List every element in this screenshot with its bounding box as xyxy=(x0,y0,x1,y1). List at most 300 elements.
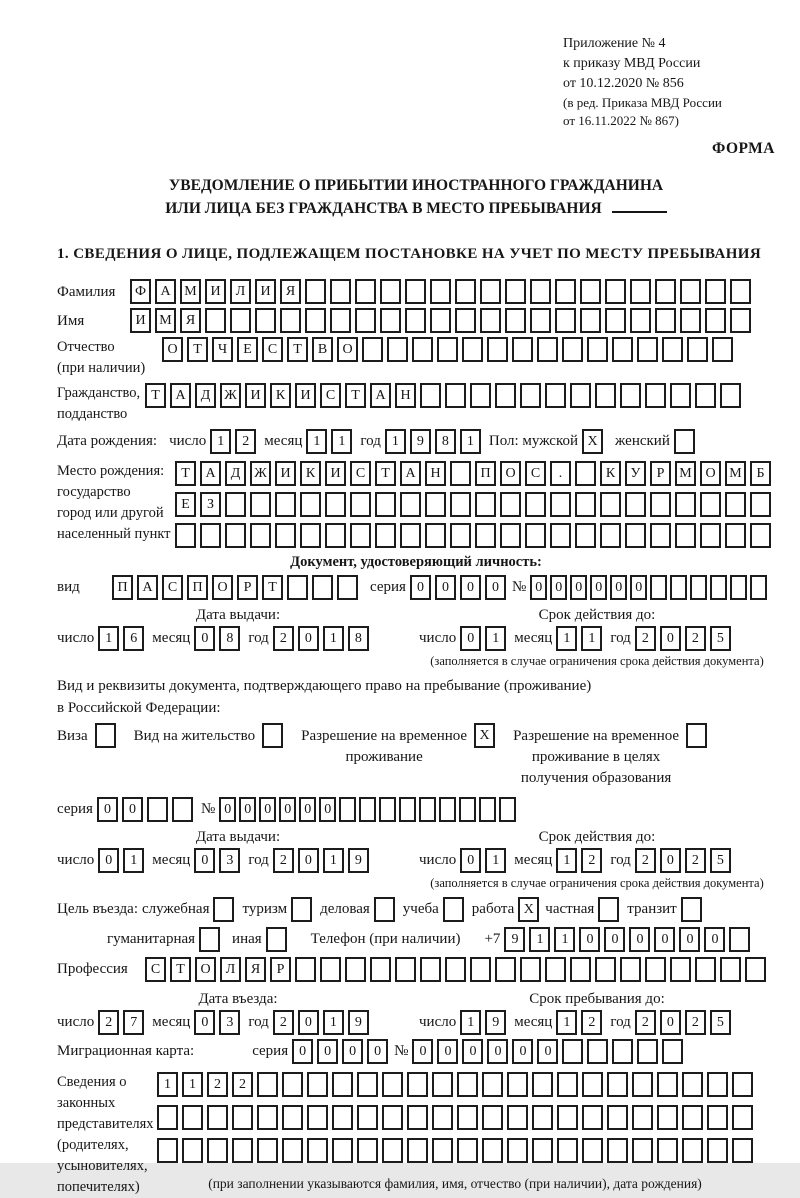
char-box[interactable] xyxy=(587,337,608,362)
char-box[interactable] xyxy=(432,1138,453,1163)
char-box[interactable] xyxy=(350,492,371,517)
char-box[interactable]: Е xyxy=(175,492,196,517)
char-box[interactable]: Я xyxy=(245,957,266,982)
char-box[interactable] xyxy=(405,308,426,333)
char-box[interactable]: 0 xyxy=(630,575,647,600)
char-box[interactable] xyxy=(359,797,376,822)
char-box[interactable]: О xyxy=(337,337,358,362)
char-box[interactable]: Д xyxy=(225,461,246,486)
char-box[interactable] xyxy=(412,337,433,362)
char-box[interactable] xyxy=(307,1138,328,1163)
char-box[interactable]: 0 xyxy=(610,575,627,600)
char-box[interactable] xyxy=(680,279,701,304)
char-box[interactable] xyxy=(582,1072,603,1097)
char-box[interactable] xyxy=(530,279,551,304)
char-box[interactable]: X xyxy=(518,897,539,922)
char-box[interactable] xyxy=(291,897,312,922)
char-box[interactable]: 0 xyxy=(437,1039,458,1064)
char-box[interactable] xyxy=(532,1105,553,1130)
char-box[interactable] xyxy=(337,575,358,600)
char-box[interactable]: 0 xyxy=(579,927,600,952)
char-box[interactable] xyxy=(562,337,583,362)
char-box[interactable] xyxy=(455,308,476,333)
char-box[interactable]: 0 xyxy=(342,1039,363,1064)
char-box[interactable] xyxy=(525,523,546,548)
char-box[interactable]: 1 xyxy=(306,429,327,454)
char-box[interactable]: 0 xyxy=(704,927,725,952)
char-box[interactable]: Т xyxy=(175,461,196,486)
char-box[interactable] xyxy=(500,523,521,548)
char-box[interactable]: Т xyxy=(145,383,166,408)
char-box[interactable] xyxy=(370,957,391,982)
char-box[interactable] xyxy=(695,957,716,982)
char-box[interactable]: С xyxy=(320,383,341,408)
char-box[interactable] xyxy=(307,1072,328,1097)
char-box[interactable]: 1 xyxy=(485,848,506,873)
char-box[interactable]: 2 xyxy=(635,626,656,651)
char-box[interactable]: Я xyxy=(280,279,301,304)
char-box[interactable]: Т xyxy=(262,575,283,600)
char-box[interactable] xyxy=(357,1072,378,1097)
char-box[interactable]: Т xyxy=(375,461,396,486)
char-box[interactable] xyxy=(630,279,651,304)
char-box[interactable] xyxy=(470,383,491,408)
char-box[interactable] xyxy=(175,523,196,548)
char-box[interactable]: X xyxy=(474,723,495,748)
char-box[interactable] xyxy=(407,1138,428,1163)
char-box[interactable] xyxy=(420,957,441,982)
char-box[interactable] xyxy=(682,1105,703,1130)
char-box[interactable]: И xyxy=(130,308,151,333)
char-box[interactable] xyxy=(445,957,466,982)
char-box[interactable] xyxy=(482,1138,503,1163)
char-box[interactable] xyxy=(520,383,541,408)
char-box[interactable] xyxy=(582,1138,603,1163)
char-box[interactable] xyxy=(250,523,271,548)
char-box[interactable] xyxy=(375,523,396,548)
char-box[interactable]: 1 xyxy=(323,848,344,873)
char-box[interactable]: 3 xyxy=(219,1010,240,1035)
char-box[interactable] xyxy=(555,279,576,304)
char-box[interactable] xyxy=(419,797,436,822)
char-box[interactable] xyxy=(570,383,591,408)
char-box[interactable] xyxy=(430,279,451,304)
char-box[interactable]: И xyxy=(205,279,226,304)
char-box[interactable] xyxy=(686,723,707,748)
char-box[interactable] xyxy=(257,1072,278,1097)
char-box[interactable] xyxy=(507,1138,528,1163)
char-box[interactable]: Ч xyxy=(212,337,233,362)
char-box[interactable]: П xyxy=(112,575,133,600)
char-box[interactable] xyxy=(720,383,741,408)
char-box[interactable]: 0 xyxy=(292,1039,313,1064)
char-box[interactable]: 2 xyxy=(581,1010,602,1035)
char-box[interactable] xyxy=(362,337,383,362)
char-box[interactable] xyxy=(532,1138,553,1163)
char-box[interactable] xyxy=(750,523,771,548)
char-box[interactable]: 1 xyxy=(98,626,119,651)
char-box[interactable]: X xyxy=(582,429,603,454)
char-box[interactable] xyxy=(545,957,566,982)
char-box[interactable] xyxy=(355,279,376,304)
char-box[interactable]: 2 xyxy=(581,848,602,873)
char-box[interactable] xyxy=(225,523,246,548)
char-box[interactable]: 0 xyxy=(367,1039,388,1064)
char-box[interactable] xyxy=(712,337,733,362)
char-box[interactable] xyxy=(432,1105,453,1130)
char-box[interactable] xyxy=(670,575,687,600)
char-box[interactable]: А xyxy=(400,461,421,486)
char-box[interactable] xyxy=(655,308,676,333)
char-box[interactable]: 0 xyxy=(550,575,567,600)
char-box[interactable]: 0 xyxy=(299,797,316,822)
char-box[interactable] xyxy=(200,523,221,548)
char-box[interactable] xyxy=(450,461,471,486)
char-box[interactable]: 1 xyxy=(529,927,550,952)
char-box[interactable]: 1 xyxy=(485,626,506,651)
char-box[interactable]: К xyxy=(300,461,321,486)
char-box[interactable] xyxy=(620,383,641,408)
char-box[interactable] xyxy=(505,279,526,304)
char-box[interactable]: 1 xyxy=(331,429,352,454)
char-box[interactable]: 0 xyxy=(194,626,215,651)
char-box[interactable] xyxy=(512,337,533,362)
char-box[interactable] xyxy=(729,927,750,952)
char-box[interactable] xyxy=(670,383,691,408)
char-box[interactable] xyxy=(582,1105,603,1130)
char-box[interactable]: Т xyxy=(345,383,366,408)
char-box[interactable] xyxy=(295,957,316,982)
char-box[interactable]: 9 xyxy=(410,429,431,454)
char-box[interactable]: 0 xyxy=(570,575,587,600)
char-box[interactable]: Н xyxy=(395,383,416,408)
char-box[interactable]: 1 xyxy=(554,927,575,952)
char-box[interactable] xyxy=(387,337,408,362)
char-box[interactable]: 1 xyxy=(556,1010,577,1035)
char-box[interactable] xyxy=(300,523,321,548)
char-box[interactable] xyxy=(575,492,596,517)
char-box[interactable] xyxy=(400,523,421,548)
char-box[interactable] xyxy=(707,1138,728,1163)
char-box[interactable] xyxy=(482,1072,503,1097)
char-box[interactable] xyxy=(339,797,356,822)
char-box[interactable]: Т xyxy=(170,957,191,982)
char-box[interactable] xyxy=(587,1039,608,1064)
char-box[interactable] xyxy=(612,1039,633,1064)
char-box[interactable]: 0 xyxy=(97,797,118,822)
char-box[interactable]: 0 xyxy=(412,1039,433,1064)
char-box[interactable] xyxy=(443,897,464,922)
char-box[interactable] xyxy=(250,492,271,517)
char-box[interactable]: К xyxy=(600,461,621,486)
char-box[interactable] xyxy=(445,383,466,408)
char-box[interactable]: 0 xyxy=(462,1039,483,1064)
char-box[interactable] xyxy=(207,1138,228,1163)
char-box[interactable]: Р xyxy=(650,461,671,486)
char-box[interactable]: 2 xyxy=(635,848,656,873)
char-box[interactable]: 0 xyxy=(194,1010,215,1035)
char-box[interactable] xyxy=(575,523,596,548)
char-box[interactable] xyxy=(732,1105,753,1130)
char-box[interactable] xyxy=(287,575,308,600)
char-box[interactable] xyxy=(595,957,616,982)
char-box[interactable]: М xyxy=(180,279,201,304)
char-box[interactable] xyxy=(305,308,326,333)
char-box[interactable]: 0 xyxy=(194,848,215,873)
char-box[interactable] xyxy=(182,1105,203,1130)
char-box[interactable] xyxy=(157,1105,178,1130)
char-box[interactable]: 0 xyxy=(239,797,256,822)
char-box[interactable] xyxy=(395,957,416,982)
char-box[interactable] xyxy=(157,1138,178,1163)
char-box[interactable] xyxy=(650,575,667,600)
char-box[interactable]: 9 xyxy=(348,1010,369,1035)
char-box[interactable]: 2 xyxy=(635,1010,656,1035)
char-box[interactable]: 9 xyxy=(348,848,369,873)
char-box[interactable]: Л xyxy=(220,957,241,982)
char-box[interactable] xyxy=(557,1072,578,1097)
char-box[interactable] xyxy=(462,337,483,362)
char-box[interactable] xyxy=(525,492,546,517)
char-box[interactable]: Р xyxy=(270,957,291,982)
char-box[interactable]: Т xyxy=(187,337,208,362)
char-box[interactable] xyxy=(307,1105,328,1130)
char-box[interactable] xyxy=(550,523,571,548)
char-box[interactable] xyxy=(282,1138,303,1163)
char-box[interactable]: С xyxy=(262,337,283,362)
char-box[interactable] xyxy=(457,1105,478,1130)
char-box[interactable] xyxy=(357,1105,378,1130)
char-box[interactable]: И xyxy=(245,383,266,408)
char-box[interactable] xyxy=(700,523,721,548)
char-box[interactable] xyxy=(499,797,516,822)
char-box[interactable] xyxy=(407,1105,428,1130)
char-box[interactable]: 2 xyxy=(273,848,294,873)
char-box[interactable]: 0 xyxy=(122,797,143,822)
char-box[interactable]: П xyxy=(187,575,208,600)
char-box[interactable] xyxy=(487,337,508,362)
char-box[interactable] xyxy=(332,1072,353,1097)
char-box[interactable] xyxy=(257,1105,278,1130)
char-box[interactable] xyxy=(266,927,287,952)
char-box[interactable] xyxy=(570,957,591,982)
char-box[interactable] xyxy=(330,279,351,304)
char-box[interactable]: 2 xyxy=(685,1010,706,1035)
char-box[interactable]: 2 xyxy=(273,1010,294,1035)
char-box[interactable]: 9 xyxy=(485,1010,506,1035)
char-box[interactable]: И xyxy=(275,461,296,486)
char-box[interactable]: О xyxy=(212,575,233,600)
char-box[interactable] xyxy=(657,1138,678,1163)
char-box[interactable] xyxy=(507,1105,528,1130)
char-box[interactable] xyxy=(459,797,476,822)
char-box[interactable] xyxy=(300,492,321,517)
char-box[interactable]: 0 xyxy=(679,927,700,952)
char-box[interactable] xyxy=(480,308,501,333)
char-box[interactable]: 2 xyxy=(98,1010,119,1035)
char-box[interactable] xyxy=(595,383,616,408)
char-box[interactable] xyxy=(730,279,751,304)
char-box[interactable] xyxy=(695,383,716,408)
char-box[interactable] xyxy=(598,897,619,922)
char-box[interactable]: 8 xyxy=(219,626,240,651)
char-box[interactable] xyxy=(707,1105,728,1130)
char-box[interactable] xyxy=(657,1105,678,1130)
char-box[interactable] xyxy=(557,1105,578,1130)
char-box[interactable] xyxy=(562,1039,583,1064)
char-box[interactable] xyxy=(550,492,571,517)
char-box[interactable] xyxy=(199,927,220,952)
char-box[interactable]: Д xyxy=(195,383,216,408)
char-box[interactable]: 1 xyxy=(556,626,577,651)
char-box[interactable] xyxy=(357,1138,378,1163)
char-box[interactable] xyxy=(400,492,421,517)
char-box[interactable]: 0 xyxy=(660,848,681,873)
char-box[interactable] xyxy=(670,957,691,982)
char-box[interactable]: М xyxy=(155,308,176,333)
char-box[interactable] xyxy=(605,308,626,333)
char-box[interactable] xyxy=(732,1072,753,1097)
char-box[interactable]: 0 xyxy=(279,797,296,822)
char-box[interactable]: 1 xyxy=(210,429,231,454)
char-box[interactable] xyxy=(230,308,251,333)
char-box[interactable]: Р xyxy=(237,575,258,600)
char-box[interactable] xyxy=(312,575,333,600)
char-box[interactable]: 0 xyxy=(590,575,607,600)
char-box[interactable]: 1 xyxy=(323,1010,344,1035)
char-box[interactable]: В xyxy=(312,337,333,362)
char-box[interactable]: 0 xyxy=(530,575,547,600)
char-box[interactable] xyxy=(282,1105,303,1130)
char-box[interactable]: 5 xyxy=(710,848,731,873)
char-box[interactable] xyxy=(457,1072,478,1097)
char-box[interactable] xyxy=(675,523,696,548)
char-box[interactable]: 0 xyxy=(654,927,675,952)
char-box[interactable]: О xyxy=(700,461,721,486)
char-box[interactable]: 1 xyxy=(182,1072,203,1097)
char-box[interactable] xyxy=(637,337,658,362)
char-box[interactable] xyxy=(332,1105,353,1130)
char-box[interactable] xyxy=(682,1072,703,1097)
char-box[interactable] xyxy=(332,1138,353,1163)
char-box[interactable]: И xyxy=(325,461,346,486)
char-box[interactable]: 0 xyxy=(298,848,319,873)
char-box[interactable] xyxy=(405,279,426,304)
char-box[interactable]: 0 xyxy=(629,927,650,952)
char-box[interactable] xyxy=(730,308,751,333)
char-box[interactable] xyxy=(495,383,516,408)
char-box[interactable] xyxy=(655,279,676,304)
char-box[interactable]: 0 xyxy=(660,1010,681,1035)
char-box[interactable] xyxy=(95,723,116,748)
char-box[interactable] xyxy=(325,492,346,517)
char-box[interactable]: О xyxy=(500,461,521,486)
char-box[interactable]: М xyxy=(725,461,746,486)
char-box[interactable] xyxy=(580,308,601,333)
char-box[interactable]: 0 xyxy=(460,848,481,873)
char-box[interactable] xyxy=(720,957,741,982)
char-box[interactable] xyxy=(687,337,708,362)
char-box[interactable] xyxy=(750,575,767,600)
char-box[interactable]: И xyxy=(295,383,316,408)
char-box[interactable] xyxy=(470,957,491,982)
char-box[interactable] xyxy=(707,1072,728,1097)
char-box[interactable]: А xyxy=(137,575,158,600)
char-box[interactable] xyxy=(325,523,346,548)
char-box[interactable]: Т xyxy=(287,337,308,362)
char-box[interactable]: 1 xyxy=(157,1072,178,1097)
char-box[interactable] xyxy=(637,1039,658,1064)
char-box[interactable]: Ф xyxy=(130,279,151,304)
char-box[interactable]: 0 xyxy=(512,1039,533,1064)
char-box[interactable]: О xyxy=(162,337,183,362)
char-box[interactable] xyxy=(420,383,441,408)
char-box[interactable] xyxy=(350,523,371,548)
char-box[interactable]: У xyxy=(625,461,646,486)
char-box[interactable]: 0 xyxy=(485,575,506,600)
char-box[interactable]: 1 xyxy=(556,848,577,873)
char-box[interactable] xyxy=(382,1138,403,1163)
char-box[interactable] xyxy=(475,523,496,548)
char-box[interactable]: С xyxy=(525,461,546,486)
char-box[interactable]: 2 xyxy=(685,626,706,651)
char-box[interactable] xyxy=(662,1039,683,1064)
char-box[interactable]: А xyxy=(370,383,391,408)
char-box[interactable]: 7 xyxy=(123,1010,144,1035)
char-box[interactable]: Ж xyxy=(250,461,271,486)
char-box[interactable] xyxy=(432,1072,453,1097)
char-box[interactable]: 0 xyxy=(298,1010,319,1035)
char-box[interactable] xyxy=(280,308,301,333)
char-box[interactable] xyxy=(257,1138,278,1163)
char-box[interactable] xyxy=(437,337,458,362)
char-box[interactable]: 8 xyxy=(348,626,369,651)
char-box[interactable] xyxy=(710,575,727,600)
char-box[interactable] xyxy=(632,1072,653,1097)
char-box[interactable] xyxy=(645,383,666,408)
char-box[interactable] xyxy=(375,492,396,517)
char-box[interactable]: Я xyxy=(180,308,201,333)
char-box[interactable] xyxy=(705,279,726,304)
char-box[interactable]: 0 xyxy=(259,797,276,822)
char-box[interactable] xyxy=(382,1072,403,1097)
char-box[interactable] xyxy=(530,308,551,333)
char-box[interactable] xyxy=(205,308,226,333)
char-box[interactable] xyxy=(495,957,516,982)
char-box[interactable]: 2 xyxy=(235,429,256,454)
char-box[interactable] xyxy=(632,1138,653,1163)
char-box[interactable]: 1 xyxy=(323,626,344,651)
char-box[interactable] xyxy=(262,723,283,748)
char-box[interactable] xyxy=(507,1072,528,1097)
char-box[interactable] xyxy=(457,1138,478,1163)
char-box[interactable] xyxy=(482,1105,503,1130)
char-box[interactable] xyxy=(607,1138,628,1163)
char-box[interactable] xyxy=(700,492,721,517)
char-box[interactable]: 1 xyxy=(581,626,602,651)
char-box[interactable]: 0 xyxy=(487,1039,508,1064)
char-box[interactable] xyxy=(439,797,456,822)
char-box[interactable] xyxy=(662,337,683,362)
char-box[interactable] xyxy=(320,957,341,982)
char-box[interactable] xyxy=(625,492,646,517)
char-box[interactable]: 0 xyxy=(660,626,681,651)
char-box[interactable] xyxy=(557,1138,578,1163)
char-box[interactable]: К xyxy=(270,383,291,408)
char-box[interactable]: 1 xyxy=(460,1010,481,1035)
char-box[interactable] xyxy=(730,575,747,600)
char-box[interactable] xyxy=(625,523,646,548)
